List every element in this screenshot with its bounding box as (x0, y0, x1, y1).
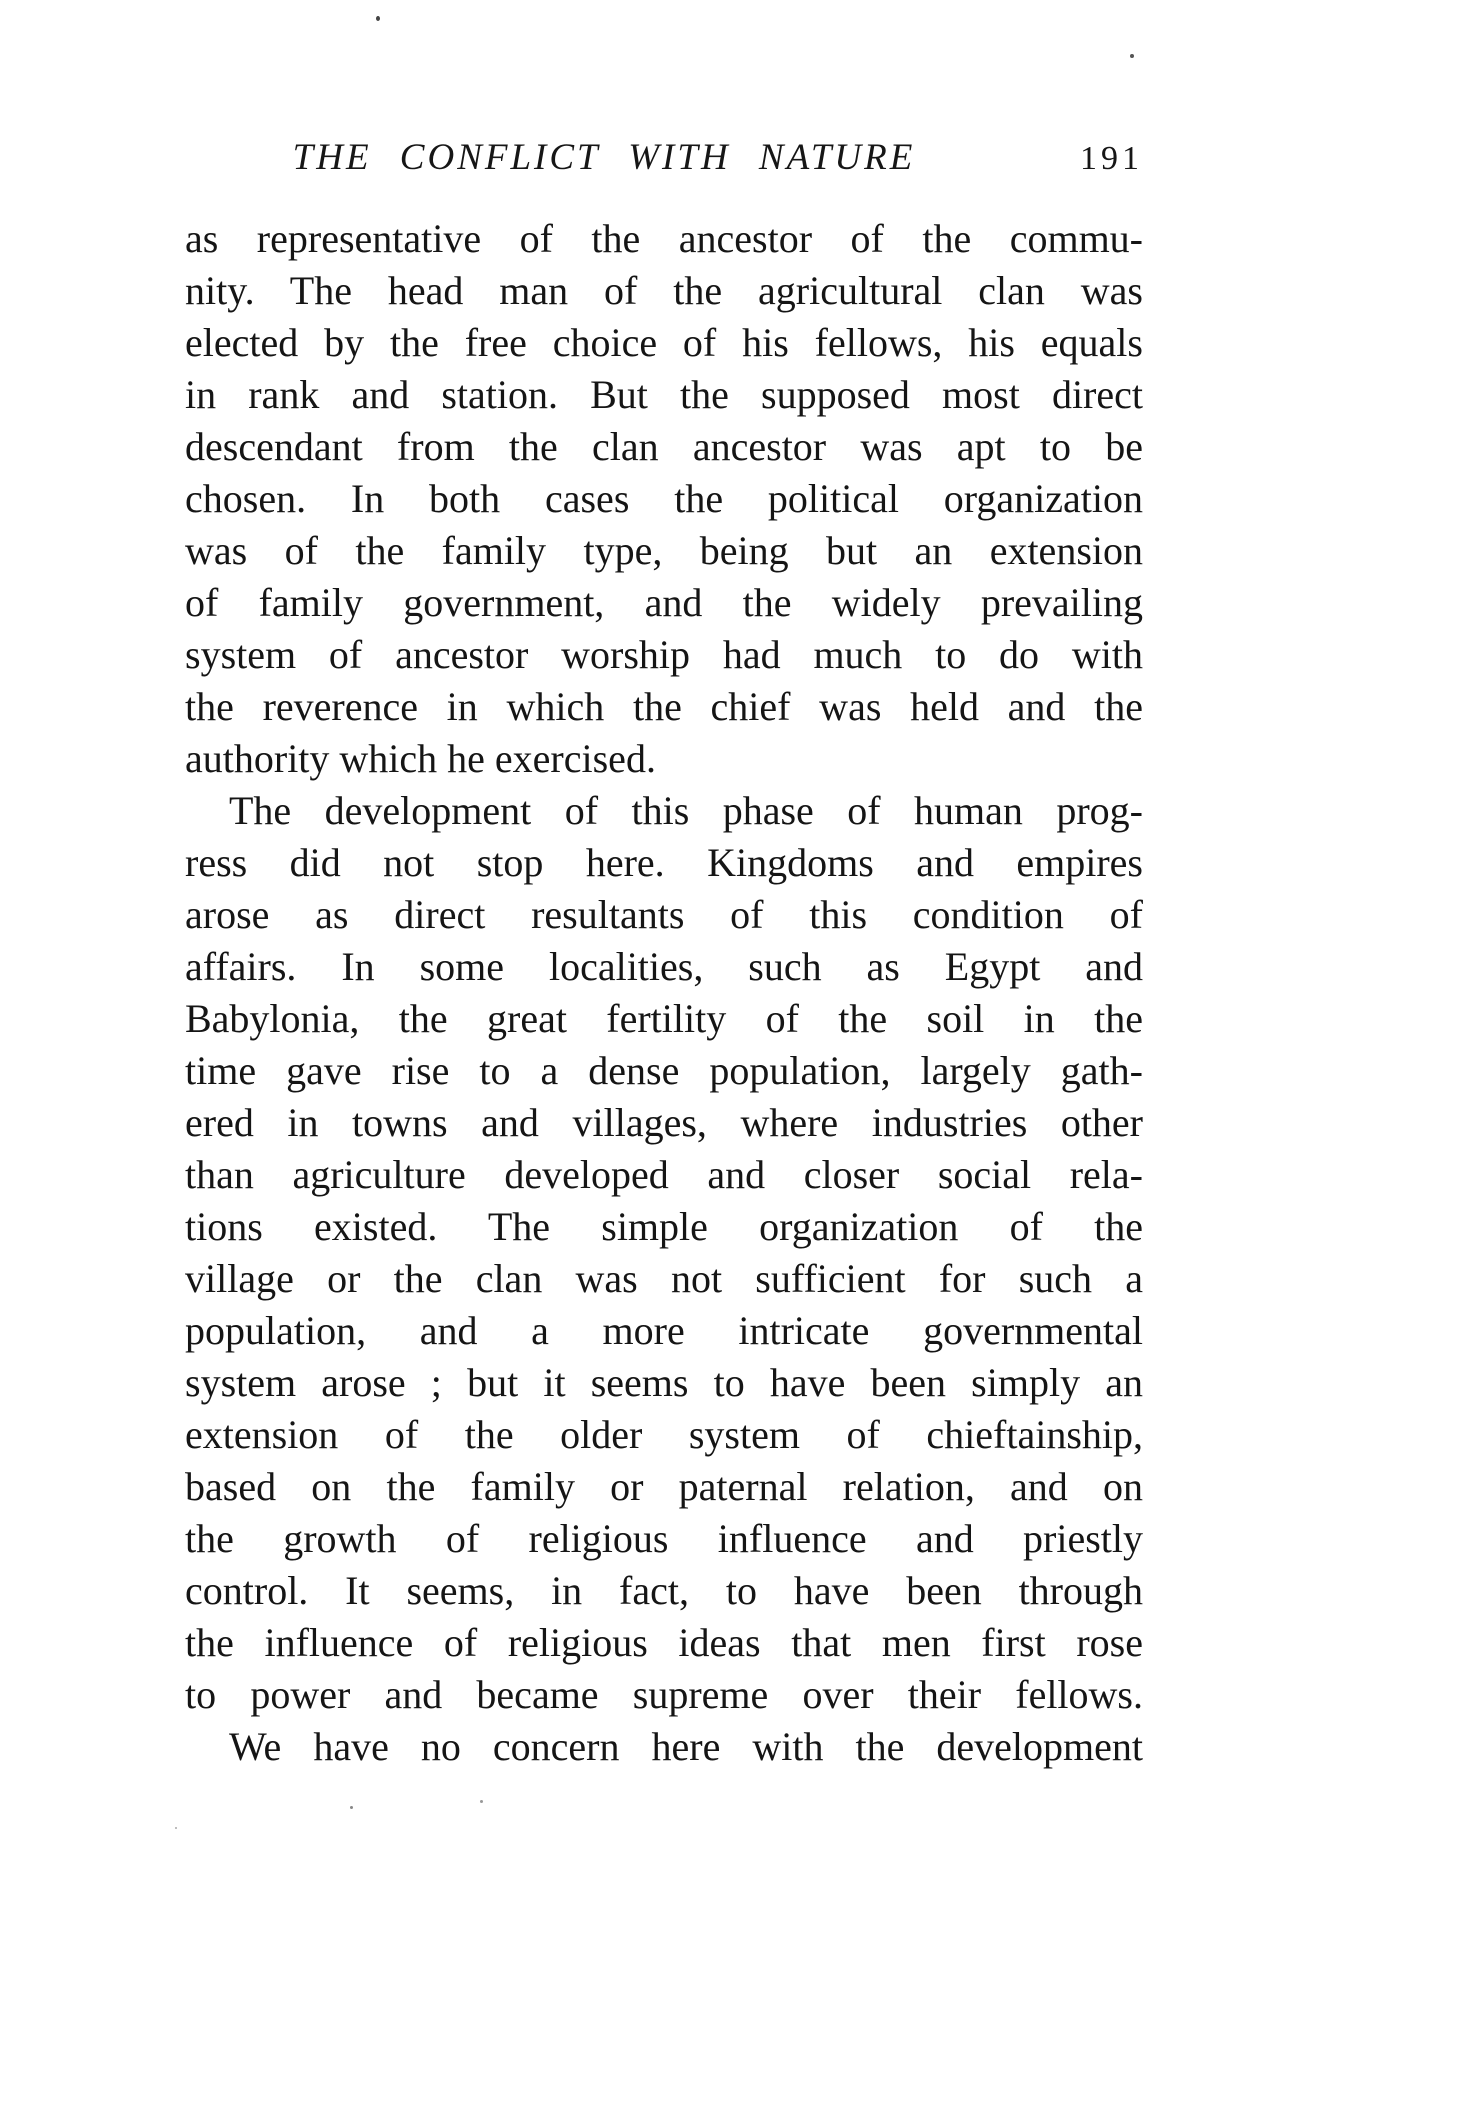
text-line: of family government, and the widely prevailing (185, 580, 1143, 625)
text-line: elected by the free choice of his fellows, his equals (185, 320, 1143, 365)
text-line: We have no concern here with the development (229, 1724, 1143, 1769)
text-line: authority which he exercised. (185, 736, 656, 781)
text-line: based on the family or paternal relation, and on (185, 1464, 1143, 1509)
text-line: population, and a more intricate governmental (185, 1308, 1143, 1353)
running-header (185, 138, 1143, 182)
text-line: in rank and station. But the supposed most direct (185, 372, 1143, 417)
text-line: nity. The head man of the agricultural clan was (185, 268, 1143, 313)
text-line: time gave rise to a dense population, largely gath- (185, 1048, 1143, 1093)
text-line: affairs. In some localities, such as Egypt and (185, 944, 1143, 989)
text-line: Babylonia, the great fertility of the soil in the (185, 996, 1143, 1041)
text-line: to power and became supreme over their fellows. (185, 1672, 1143, 1717)
text-line: system arose ; but it seems to have been simply an (185, 1360, 1143, 1405)
text-line: ered in towns and villages, where industries other (185, 1100, 1143, 1145)
text-line: the reverence in which the chief was held and the (185, 684, 1143, 729)
text-line: than agriculture developed and closer social rela- (185, 1152, 1143, 1197)
page-number: 191 (1080, 140, 1143, 177)
text-line: extension of the older system of chieftainship, (185, 1412, 1143, 1457)
text-line: arose as direct resultants of this condition of (185, 892, 1143, 937)
text-line: descendant from the clan ancestor was apt to be (185, 424, 1143, 469)
text-line: The development of this phase of human prog- (229, 788, 1143, 833)
text-line: control. It seems, in fact, to have been through (185, 1568, 1143, 1613)
scan-speck (376, 16, 380, 21)
text-line: the influence of religious ideas that men first rose (185, 1620, 1143, 1665)
text-line: was of the family type, being but an extension (185, 528, 1143, 573)
text-line: tions existed. The simple organization of the (185, 1204, 1143, 1249)
scan-speck (350, 1806, 353, 1809)
scan-speck (480, 1800, 483, 1803)
text-line: chosen. In both cases the political organization (185, 476, 1143, 521)
scan-speck (175, 1827, 177, 1829)
text-line: system of ancestor worship had much to do with (185, 632, 1143, 677)
scan-speck (1130, 54, 1134, 58)
text-line: the growth of religious influence and priestly (185, 1516, 1143, 1561)
page-title: THE CONFLICT WITH NATURE (292, 137, 916, 178)
text-line: ress did not stop here. Kingdoms and empires (185, 840, 1143, 885)
text-line: as representative of the ancestor of the commu- (185, 216, 1143, 261)
text-block (185, 213, 1143, 1773)
text-line: village or the clan was not sufficient for such a (185, 1256, 1143, 1301)
